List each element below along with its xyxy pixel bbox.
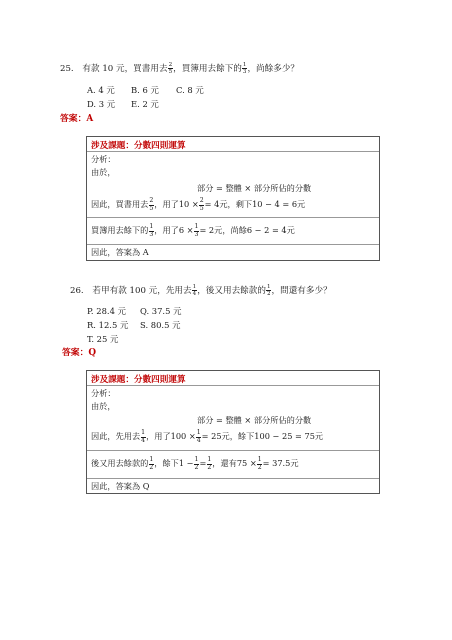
fraction: $\frac{1}{4}$ xyxy=(196,429,201,444)
topic-label: 涉及課題：分數四則運算 xyxy=(91,141,186,151)
option-d: D. 3 元 xyxy=(87,99,116,109)
since-label: 由於， xyxy=(91,401,116,411)
option-t: T. 25 元 xyxy=(87,334,119,344)
step-1: 因此，先用去 $\frac{1}{4}$ ，用了100 × $\frac{1}{4}$ = 25元，餘下100 − 25 = 75元 xyxy=(91,429,324,444)
option-q: Q. 37.5 元 xyxy=(140,306,182,316)
answer-label: 答案：Q xyxy=(62,348,97,358)
step-2: 買簿用去餘下的 $\frac{1}{3}$ ，用了6 × $\frac{1}{3}$ = 2元，尚餘6 − 2 = 4元 xyxy=(91,223,295,238)
formula: 部分 = 整體 × 部分所佔的分數 xyxy=(197,415,312,425)
option-e: E. 2 元 xyxy=(131,99,159,109)
question-number: 25. xyxy=(60,64,74,74)
fraction: $\frac{1}{2}$ xyxy=(194,456,199,471)
option-a: A. 4 元 xyxy=(87,85,115,95)
analysis-label: 分析： xyxy=(91,388,116,398)
solution-box xyxy=(86,136,380,261)
fraction: $\frac{1}{2}$ xyxy=(207,456,212,471)
fraction: $\frac{2}{5}$ xyxy=(149,197,154,212)
divider xyxy=(87,151,379,152)
fraction: $\frac{1}{2}$ xyxy=(257,456,262,471)
option-c: C. 8 元 xyxy=(176,85,204,95)
question-25 xyxy=(60,62,299,75)
fraction: $\frac{2}{5}$ xyxy=(199,197,204,212)
fraction: $\frac{1}{3}$ xyxy=(194,223,199,238)
option-s: S. 80.5 元 xyxy=(140,320,181,330)
question-26 xyxy=(70,284,332,297)
solution-box xyxy=(86,370,380,494)
fraction: $\frac{1}{4}$ xyxy=(141,429,146,444)
divider xyxy=(87,244,379,245)
conclusion: 因此，答案為 A xyxy=(91,247,149,257)
topic-label: 涉及課題：分數四則運算 xyxy=(91,375,186,385)
question-number: 26. xyxy=(70,286,84,296)
option-p: P. 28.4 元 xyxy=(87,306,126,316)
question-text: 有款 10 元，買書用去 $\frac{2}{5}$ ，買簿用去餘下的 $\frac{1}{3}$ ，尚餘多少？ xyxy=(82,62,300,75)
fraction: $\frac{1}{3}$ xyxy=(149,223,154,238)
step-1: 因此，買書用去 $\frac{2}{5}$ ，用了10 × $\frac{2}{5}$ = 4元，剩下10 − 4 = 6元 xyxy=(91,197,306,212)
formula: 部分 = 整體 × 部分所佔的分數 xyxy=(197,183,312,193)
fraction: $\frac{1}{2}$ xyxy=(266,284,271,297)
divider xyxy=(87,450,379,451)
since-label: 由於， xyxy=(91,167,116,177)
fraction: $\frac{1}{4}$ xyxy=(192,284,197,297)
divider xyxy=(87,478,379,479)
question-text: 若甲有款 100 元，先用去 $\frac{1}{4}$ ，後又用去餘款的 $\frac{1}{2}$ ，問還有多少？ xyxy=(92,284,332,297)
analysis-label: 分析： xyxy=(91,154,116,164)
divider xyxy=(87,217,379,218)
option-r: R. 12.5 元 xyxy=(87,320,129,330)
fraction: $\frac{1}{3}$ xyxy=(242,62,247,75)
step-2: 後又用去餘款的 $\frac{1}{2}$ ，餘下1 − $\frac{1}{2}$ = $\frac{1}{2}$ ，還有75 × $\frac{1}{2}$ = 37.5元 xyxy=(91,456,299,471)
answer-label: 答案：A xyxy=(60,114,94,124)
conclusion: 因此，答案為 Q xyxy=(91,481,150,491)
fraction: $\frac{2}{5}$ xyxy=(168,62,173,75)
option-b: B. 6 元 xyxy=(131,85,159,95)
divider xyxy=(87,385,379,386)
fraction: $\frac{1}{2}$ xyxy=(149,456,154,471)
